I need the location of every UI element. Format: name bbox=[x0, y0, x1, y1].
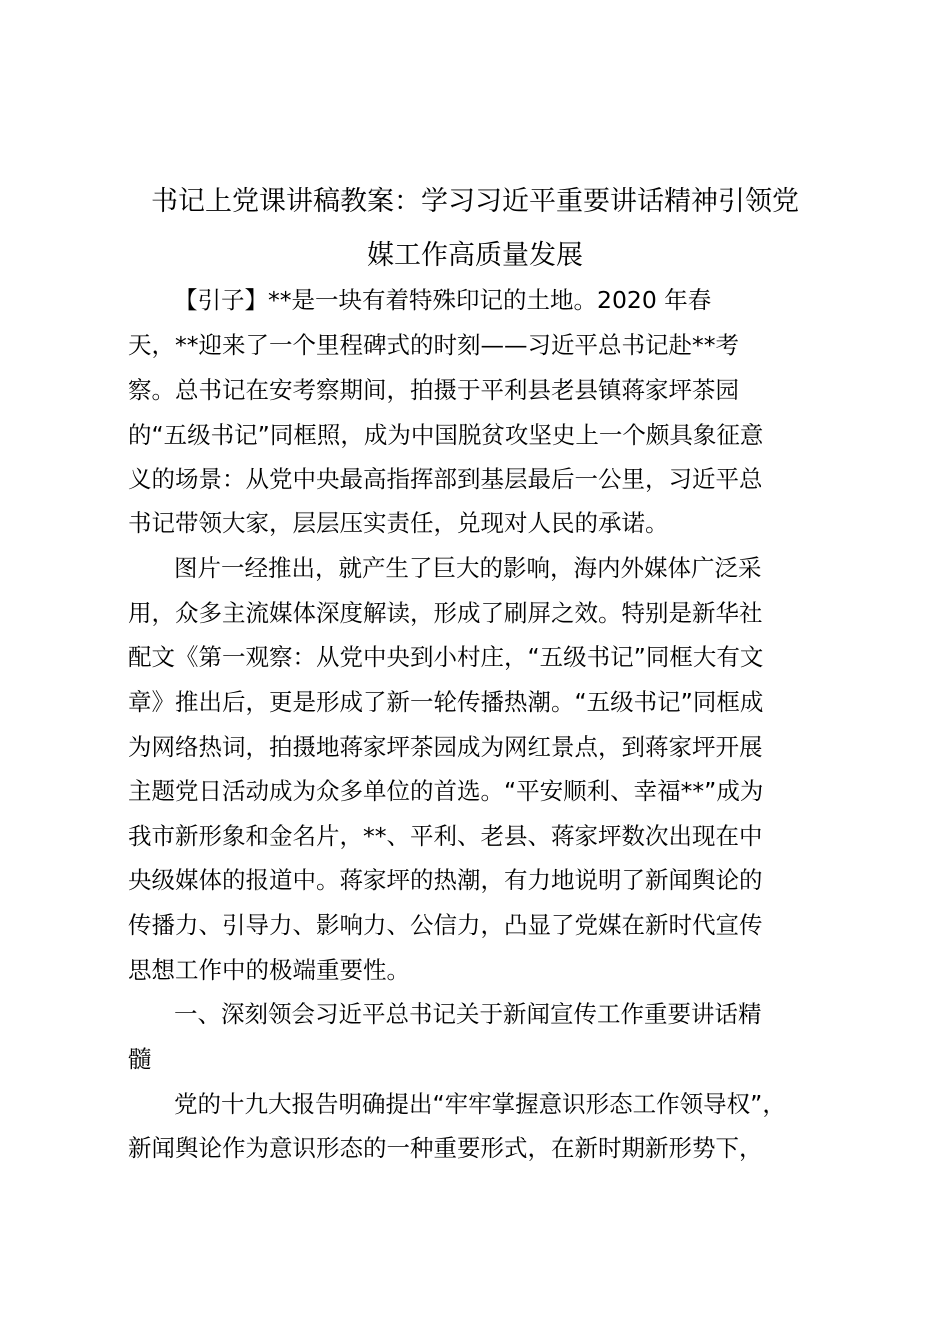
paragraph-intro-line-5: 义的场景：从党中央最高指挥部到基层最后一公里，习近平总 bbox=[128, 465, 763, 493]
paragraph-2-line-2: 用，众多主流媒体深度解读，形成了刷屏之效。特别是新华社 bbox=[128, 599, 763, 627]
paragraph-intro-line-1: 【引子】**是一块有着特殊印记的土地。2020 年春 bbox=[174, 286, 712, 314]
paragraph-2-line-7: 我市新形象和金名片，**、平利、老县、蒋家坪数次出现在中 bbox=[128, 822, 763, 850]
paragraph-2-line-4: 章》推出后，更是形成了新一轮传播热潮。“五级书记”同框成 bbox=[128, 688, 764, 716]
paragraph-2-line-9: 传播力、引导力、影响力、公信力，凸显了党媒在新时代宣传 bbox=[128, 911, 763, 939]
title-line-2: 媒工作高质量发展 bbox=[367, 240, 583, 271]
document-title bbox=[120, 175, 830, 283]
paragraph-3-line-2: 新闻舆论作为意识形态的一种重要形式，在新时期新形势下， bbox=[128, 1134, 763, 1162]
paragraph-2-line-8: 央级媒体的报道中。蒋家坪的热潮，有力地说明了新闻舆论的 bbox=[128, 866, 763, 894]
section-heading-line-2: 髓 bbox=[128, 1045, 152, 1073]
paragraph-2-line-5: 为网络热词，拍摄地蒋家坪茶园成为网红景点，到蒋家坪开展 bbox=[128, 733, 763, 761]
paragraph-intro-line-6: 书记带领大家，层层压实责任，兑现对人民的承诺。 bbox=[128, 509, 669, 537]
title-line-1: 书记上党课讲稿教案：学习习近平重要讲话精神引领党 bbox=[151, 186, 799, 217]
paragraph-intro-line-4: 的“五级书记”同框照，成为中国脱贫攻坚史上一个颇具象征意 bbox=[128, 421, 764, 449]
paragraph-2-line-3: 配文《第一观察：从党中央到小村庄，“五级书记”同框大有文 bbox=[128, 643, 764, 671]
paragraph-intro-line-3: 察。总书记在安考察期间，拍摄于平利县老县镇蒋家坪茶园 bbox=[128, 376, 739, 404]
paragraph-3-line-1: 党的十九大报告明确提出“牢牢掌握意识形态工作领导权”， bbox=[174, 1090, 786, 1118]
paragraph-2-line-1: 图片一经推出，就产生了巨大的影响，海内外媒体广泛采 bbox=[174, 554, 762, 582]
section-heading-line-1: 一、深刻领会习近平总书记关于新闻宣传工作重要讲话精 bbox=[174, 1000, 762, 1028]
paragraph-2-line-10: 思想工作中的极端重要性。 bbox=[128, 956, 410, 984]
paragraph-intro-line-2: 天，**迎来了一个里程碑式的时刻——习近平总书记赴**考 bbox=[128, 331, 739, 359]
paragraph-2-line-6: 主题党日活动成为众多单位的首选。“平安顺利、幸福**”成为 bbox=[128, 777, 764, 805]
